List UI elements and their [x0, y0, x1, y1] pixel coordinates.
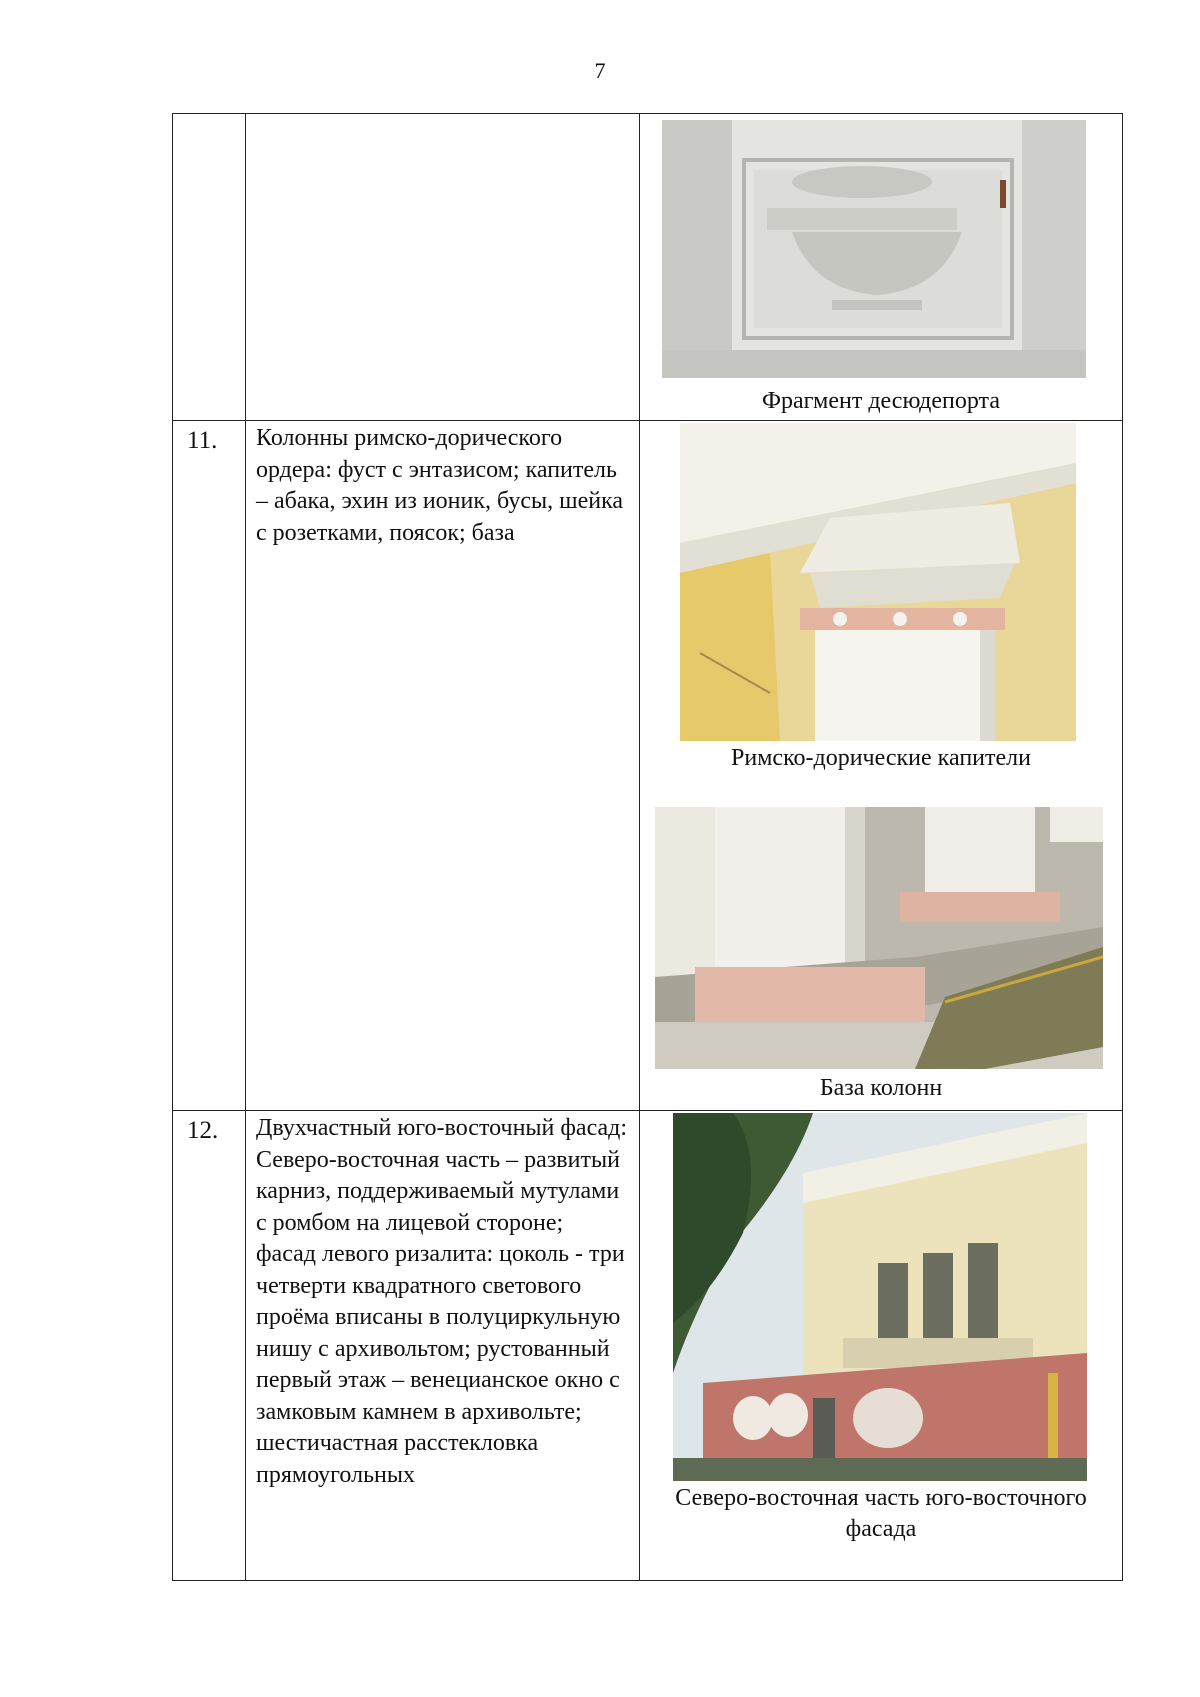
- photo-caption: Римско-дорические капители: [731, 745, 1031, 771]
- row-images-cell: [640, 114, 1123, 421]
- row-description: [246, 114, 639, 116]
- row-images-cell: [640, 1111, 1123, 1581]
- row-description-cell: [246, 421, 640, 1111]
- door-relief-vase-photo: [662, 120, 1086, 378]
- building-facade-photo: [673, 1113, 1087, 1481]
- photo-caption: База колонн: [819, 1075, 943, 1101]
- row-description-cell: [246, 1111, 640, 1581]
- table-row: [173, 421, 1123, 1111]
- photo-caption: Фрагмент десюдепорта: [762, 388, 1000, 414]
- table-row: [173, 114, 1123, 421]
- row-number: [173, 114, 245, 120]
- column-capital-photo: [680, 423, 1076, 741]
- row-description: Колонны римско-дорического ордера: фуст с энтазисом; капитель – абака, эхин из ионик, бусы, шейка с розетками, поясок; база: [256, 425, 624, 546]
- row-number: 12.: [187, 1117, 219, 1144]
- column-base-photo: [655, 807, 1103, 1069]
- row-number-cell: [173, 1111, 246, 1581]
- page-number: 7: [594, 58, 606, 83]
- row-number-cell: [173, 421, 246, 1111]
- row-number-cell: [173, 114, 246, 421]
- heritage-elements-table: [172, 113, 1123, 1581]
- photo-caption: Северо-восточная часть юго-восточного фасада: [675, 1485, 1087, 1542]
- row-number: 11.: [187, 427, 218, 454]
- table-row: [173, 1111, 1123, 1581]
- row-images-cell: [640, 421, 1123, 1111]
- row-description: Двухчастный юго-восточный фасад: Северо-восточная часть – развитый карниз, поддерживаемый мутулами с ромбом на лицевой стороне; фасад левого ризалита: цоколь - три четверти квадратного светового проёма вписаны в полуциркульную нишу с архивольтом; рустованный первый этаж – венецианское окно с замковым камнем в архивольте; шестичастная расстекловка прямоугольных: [256, 1115, 628, 1488]
- row-description-cell: [246, 114, 640, 421]
